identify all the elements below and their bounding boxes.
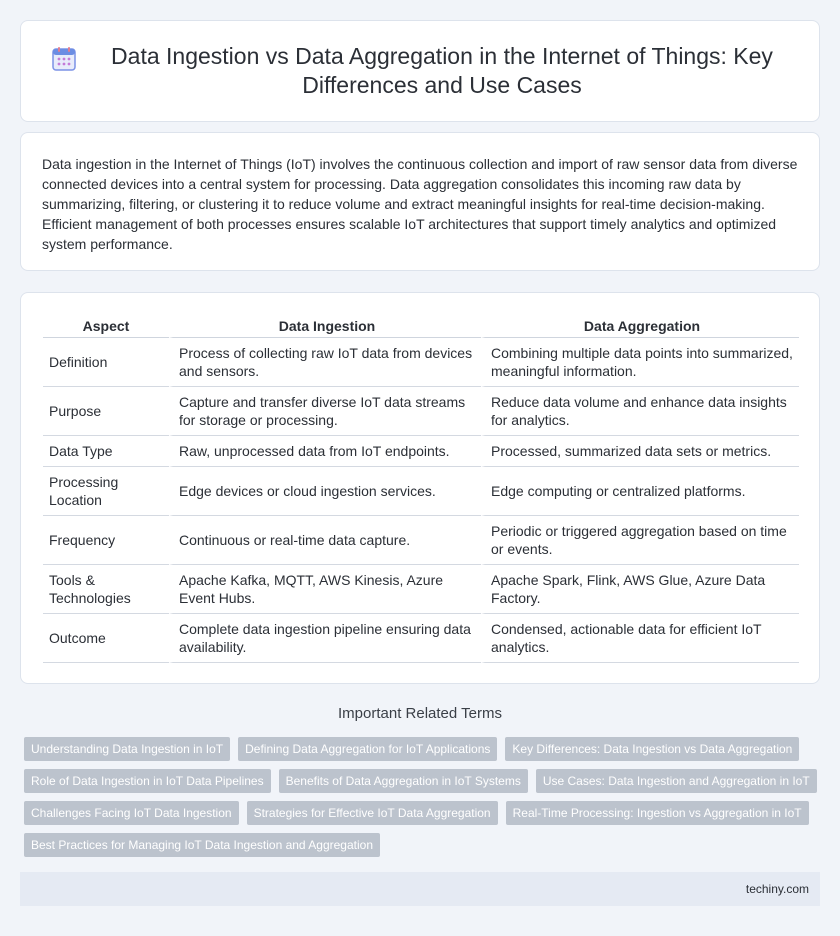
related-term-tag[interactable]: Key Differences: Data Ingestion vs Data Aggregation [505, 737, 799, 761]
related-term-tag[interactable]: Use Cases: Data Ingestion and Aggregation in IoT [536, 769, 817, 793]
related-term-tag[interactable]: Real-Time Processing: Ingestion vs Aggregation in IoT [506, 801, 809, 825]
footer [20, 872, 820, 906]
comparison-table [43, 313, 799, 663]
title-card [20, 20, 820, 122]
header-data-aggregation: Data Aggregation [481, 313, 799, 338]
table-cell: Purpose [43, 387, 169, 436]
table-row [43, 467, 799, 516]
table-cell: Raw, unprocessed data from IoT endpoints. [169, 436, 481, 467]
table-cell: Apache Spark, Flink, AWS Glue, Azure Data Factory. [481, 565, 799, 614]
table-cell: Processing Location [43, 467, 169, 516]
table-cell: Processed, summarized data sets or metrics. [481, 436, 799, 467]
table-cell: Combining multiple data points into summarized, meaningful information. [481, 338, 799, 387]
table-cell: Apache Kafka, MQTT, AWS Kinesis, Azure Event Hubs. [169, 565, 481, 614]
table-cell: Definition [43, 338, 169, 387]
related-term-tag[interactable]: Challenges Facing IoT Data Ingestion [24, 801, 239, 825]
table-cell: Condensed, actionable data for efficient IoT analytics. [481, 614, 799, 663]
table-cell: Outcome [43, 614, 169, 663]
header-data-ingestion: Data Ingestion [169, 313, 481, 338]
table-cell: Complete data ingestion pipeline ensuring data availability. [169, 614, 481, 663]
footer-site-link[interactable]: techiny.com [745, 882, 809, 896]
related-term-tag[interactable]: Strategies for Effective IoT Data Aggregation [247, 801, 498, 825]
related-term-tag[interactable]: Defining Data Aggregation for IoT Applications [238, 737, 497, 761]
calendar-icon [51, 46, 77, 72]
related-term-tag[interactable]: Understanding Data Ingestion in IoT [24, 737, 230, 761]
table-row [43, 614, 799, 663]
table-row [43, 338, 799, 387]
table-row [43, 436, 799, 467]
related-terms-list [24, 737, 820, 865]
table-header-row [43, 313, 799, 338]
related-term-tag[interactable]: Best Practices for Managing IoT Data Ingestion and Aggregation [24, 833, 380, 857]
table-row [43, 516, 799, 565]
related-term-tag[interactable]: Benefits of Data Aggregation in IoT Systems [279, 769, 528, 793]
table-cell: Continuous or real-time data capture. [169, 516, 481, 565]
table-cell: Process of collecting raw IoT data from devices and sensors. [169, 338, 481, 387]
table-cell: Periodic or triggered aggregation based on time or events. [481, 516, 799, 565]
header-aspect: Aspect [43, 313, 169, 338]
page-title: Data Ingestion vs Data Aggregation in the Internet of Things: Key Differences and Use Cases [111, 43, 773, 98]
table-cell: Reduce data volume and enhance data insights for analytics. [481, 387, 799, 436]
table-cell: Capture and transfer diverse IoT data streams for storage or processing. [169, 387, 481, 436]
related-terms-heading: Important Related Terms [338, 705, 502, 722]
table-cell: Data Type [43, 436, 169, 467]
related-term-tag[interactable]: Role of Data Ingestion in IoT Data Pipelines [24, 769, 271, 793]
table-cell: Tools & Technologies [43, 565, 169, 614]
table-cell: Frequency [43, 516, 169, 565]
table-cell: Edge computing or centralized platforms. [481, 467, 799, 516]
table-row [43, 565, 799, 614]
intro-card [20, 132, 820, 271]
table-row [43, 387, 799, 436]
intro-paragraph: Data ingestion in the Internet of Things (IoT) involves the continuous collection and import of raw sensor data from diverse connected devices into a central system for processing. Data aggregation consolidates this incoming raw data by summarizing, filtering, or clustering it to reduce volume and extract meaningful insights for real-time decision-making. Efficient management of both processes ensures scalable IoT architectures that support timely analytics and optimized system performance. [42, 156, 798, 252]
table-cell: Edge devices or cloud ingestion services. [169, 467, 481, 516]
comparison-table-card [20, 292, 820, 684]
